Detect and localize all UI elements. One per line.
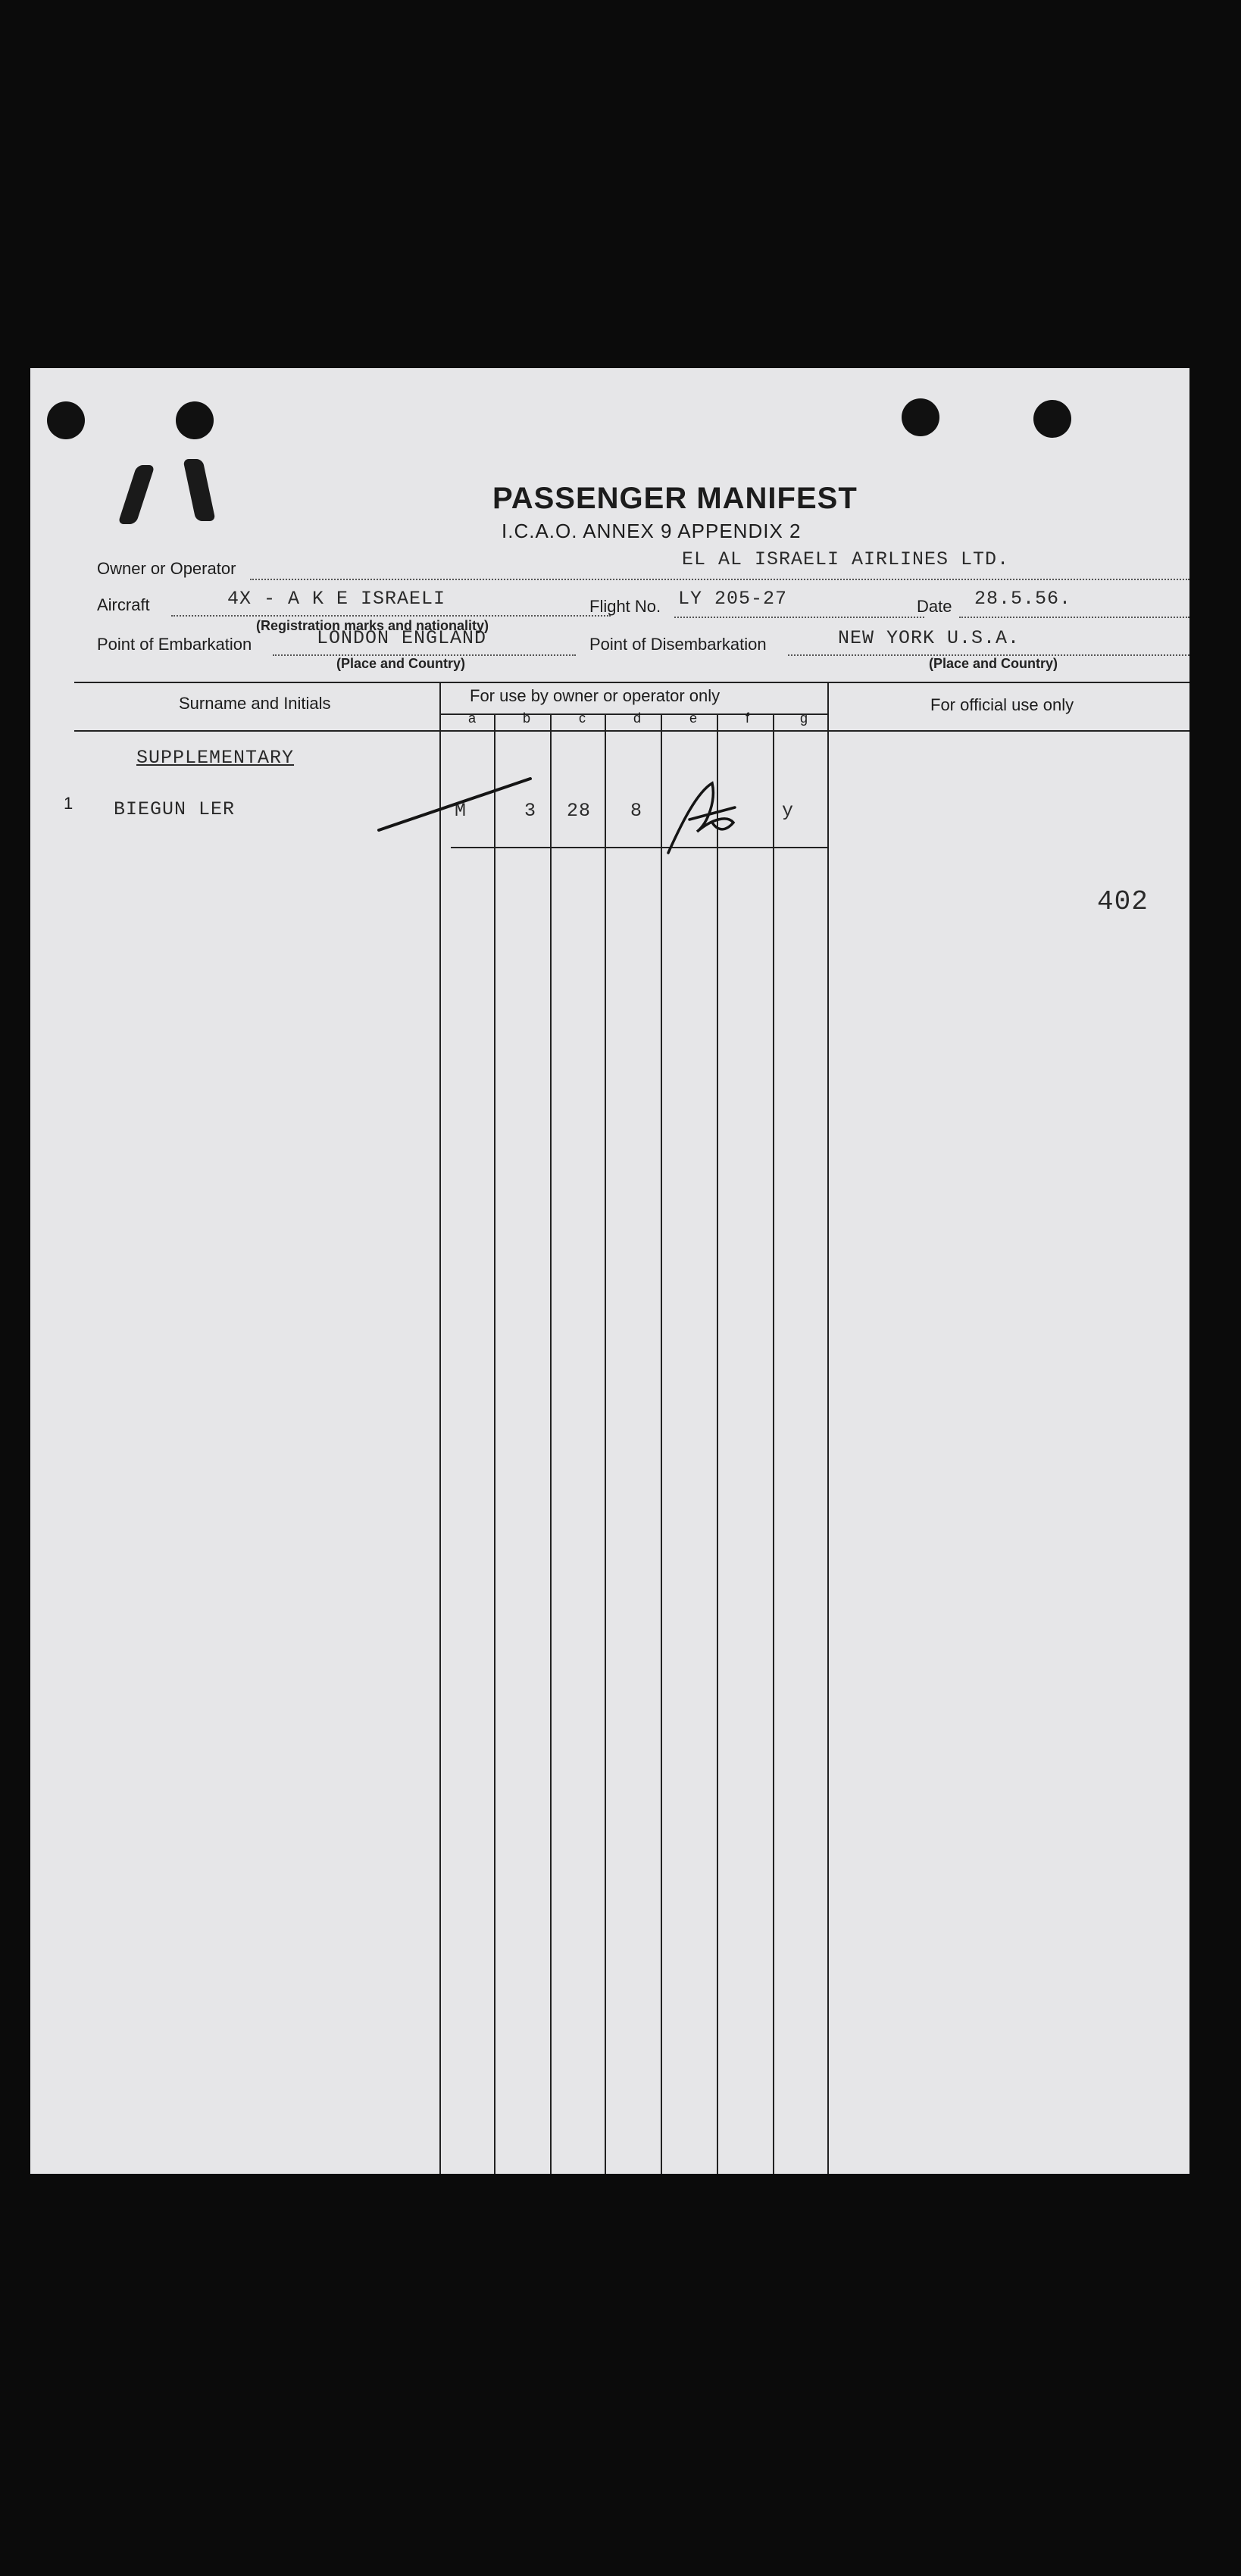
strike-stroke	[379, 779, 530, 830]
subcol-a: a	[468, 710, 477, 726]
disembarkation-value: NEW YORK U.S.A.	[838, 627, 1021, 649]
official-number: 402	[1097, 886, 1149, 917]
col-official-header: For official use only	[930, 695, 1074, 714]
pen-marks	[30, 368, 1189, 898]
subcol-e: e	[689, 710, 698, 726]
cell-d: 8	[630, 800, 643, 822]
cell-a: M	[455, 800, 467, 822]
column-rule	[773, 713, 774, 2174]
flight-value: LY 205-27	[678, 588, 788, 610]
subcol-g: g	[800, 710, 808, 726]
column-rule	[605, 713, 606, 2174]
column-rule	[661, 713, 662, 2174]
section-label: SUPPLEMENTARY	[136, 747, 295, 769]
subcol-c: c	[579, 710, 586, 726]
col-owner-use-header: For use by owner or operator only	[470, 686, 721, 705]
embarkation-label: Point of Embarkation	[97, 635, 252, 654]
column-rule	[494, 713, 495, 2174]
column-rule	[550, 713, 552, 2174]
owner-value: EL AL ISRAELI AIRLINES LTD.	[682, 548, 1010, 570]
cell-c: 28	[567, 800, 592, 822]
manifest-sheet	[30, 368, 1189, 2174]
disembarkation-note: (Place and Country)	[929, 656, 1058, 671]
page-subtitle: I.C.A.O. ANNEX 9 APPENDIX 2	[502, 520, 802, 542]
disembarkation-label: Point of Disembarkation	[589, 635, 767, 654]
flight-label: Flight No.	[589, 597, 661, 616]
col-surname-header: Surname and Initials	[179, 694, 331, 713]
embarkation-note: (Place and Country)	[336, 656, 466, 671]
subcol-f: f	[746, 710, 750, 726]
row-number: 1	[64, 794, 73, 813]
column-rule	[439, 682, 441, 2174]
handwritten-initial	[668, 783, 735, 853]
column-rule	[717, 713, 718, 2174]
passenger-name: BIEGUN LER	[114, 798, 236, 820]
cell-b: 3	[524, 800, 537, 822]
registration-note: (Registration marks and nationality)	[256, 618, 489, 633]
cell-g: y	[782, 800, 795, 822]
date-label: Date	[917, 597, 952, 616]
subcol-d: d	[633, 710, 642, 726]
date-value: 28.5.56.	[974, 588, 1072, 610]
subcol-b: b	[523, 710, 531, 726]
aircraft-value: 4X - A K E ISRAELI	[227, 588, 446, 610]
owner-label: Owner or Operator	[97, 559, 236, 578]
column-rule	[827, 682, 829, 2174]
embarkation-value: LONDON ENGLAND	[317, 627, 487, 649]
aircraft-label: Aircraft	[97, 595, 150, 614]
page-title: PASSENGER MANIFEST	[492, 482, 858, 515]
